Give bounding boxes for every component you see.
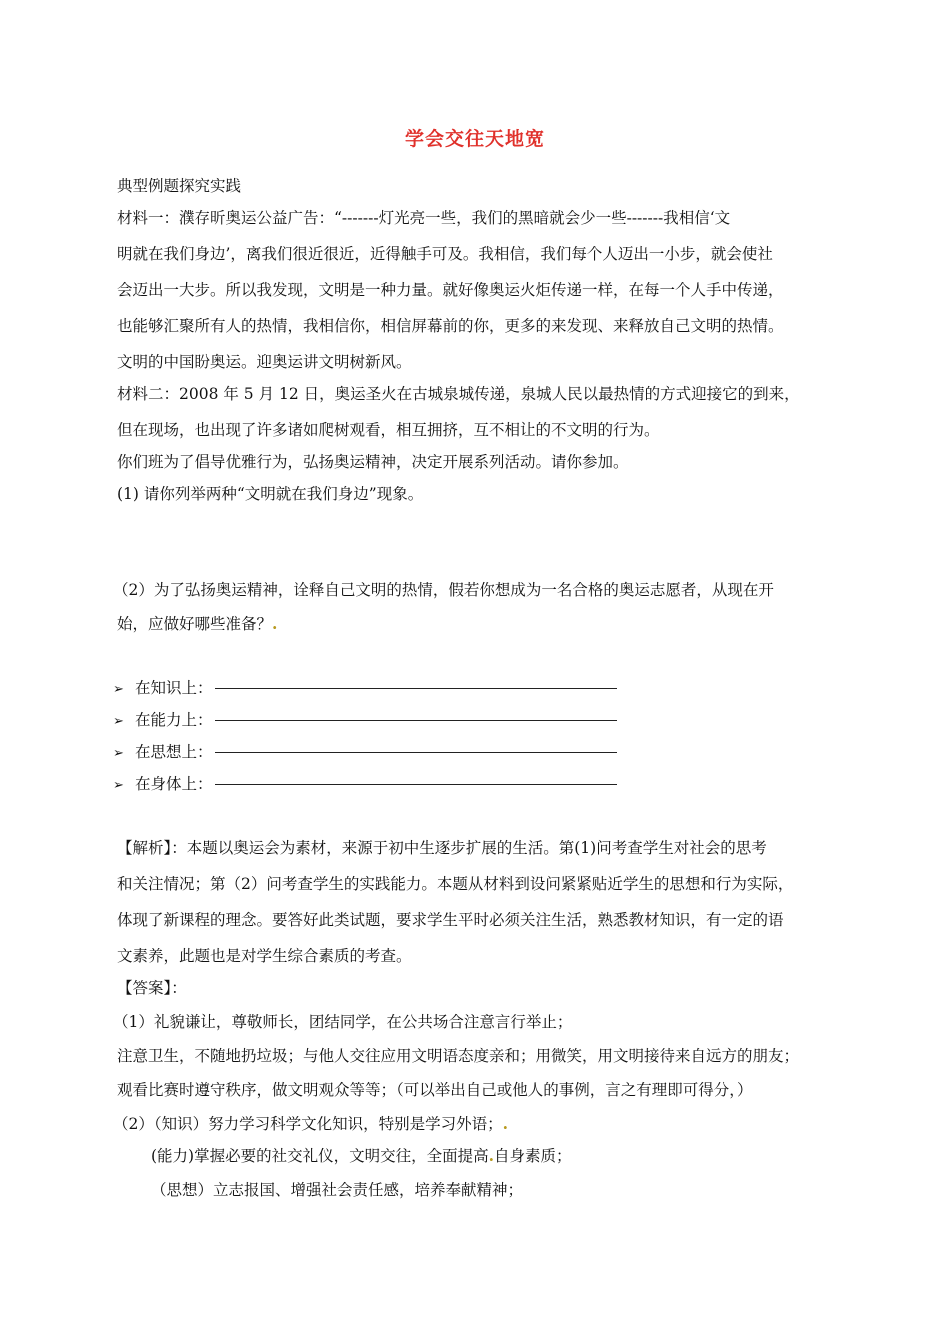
answer-blank-line xyxy=(215,720,617,721)
bullet-label: 在思想上： xyxy=(135,743,213,761)
answer-line: 观看比赛时遵守秩序，做文明观众等等；（可以举出自己或他人的事例，言之有理即可得分，） xyxy=(117,1081,753,1099)
material1-line: 明就在我们身边’，离我们很近很近，近得触手可及。我相信，我们每个人迈出一小步，就会使社 xyxy=(117,245,773,263)
analysis-line: 【解析】：本题以奥运会为素材，来源于初中生逐步扩展的生活。第(1)问考查学生对社会的思考 xyxy=(117,839,767,857)
arrow-bullet-icon: ➢ xyxy=(113,746,124,761)
bullet-label: 在能力上： xyxy=(135,711,213,729)
answer-line: 注意卫生，不随地扔垃圾；与他人交往应用文明语态度亲和；用微笑，用文明接待来自远方的朋友； xyxy=(117,1047,800,1065)
material2-line: 但在现场，也出现了许多诸如爬树观看，相互拥挤，互不相让的不文明的行为。 xyxy=(117,421,660,439)
answer-line xyxy=(113,1114,508,1134)
answer-line xyxy=(151,1146,572,1166)
bullet-thought xyxy=(113,742,617,764)
bullet-body xyxy=(113,774,617,796)
mark-dot: . xyxy=(272,614,278,633)
answer-text: （2）（知识）努力学习科学文化知识，特别是学习外语； xyxy=(113,1115,503,1133)
bullet-knowledge xyxy=(113,678,617,700)
arrow-bullet-icon: ➢ xyxy=(113,682,124,697)
answer-text: 自身素质； xyxy=(494,1147,572,1165)
answer-line: （1）礼貌谦让，尊敬师长，团结同学，在公共场合注意言行举止； xyxy=(113,1013,573,1031)
answer-heading: 【答案】： xyxy=(117,979,187,997)
bullet-label: 在知识上： xyxy=(135,679,213,697)
page-title: 学会交往天地宽 xyxy=(404,128,545,150)
material2-line: 材料二：2008 年 5 月 12 日，奥运圣火在古城泉城传递，泉城人民以最热情的方式迎接它的到来， xyxy=(117,385,800,403)
material1-line: 会迈出一大步。所以我发现，文明是一种力量。就好像奥运火炬传递一样，在每一个人手中传递， xyxy=(117,281,784,299)
answer-text: (能力)掌握必要的社交礼仪，文明交往，全面提高 xyxy=(151,1147,489,1165)
bullet-label: 在身体上： xyxy=(135,775,213,793)
question-1: (1) 请你列举两种“文明就在我们身边”现象。 xyxy=(117,485,424,503)
mark-dot: . xyxy=(502,1114,509,1133)
answer-blank-line xyxy=(215,784,617,785)
arrow-bullet-icon: ➢ xyxy=(113,778,124,793)
analysis-line: 体现了新课程的理念。要答好此类试题，要求学生平时必须关注生活，熟悉教材知识，有一定的语 xyxy=(117,911,784,929)
material1-line: 文明的中国盼奥运。迎奥运讲文明树新风。 xyxy=(117,353,412,371)
bullet-ability xyxy=(113,710,617,732)
section-heading: 典型例题探究实践 xyxy=(117,177,242,195)
answer-blank-line xyxy=(215,688,617,689)
material2-line: 你们班为了倡导优雅行为，弘扬奥运精神，决定开展系列活动。请你参加。 xyxy=(117,453,629,471)
material1-line: 材料一：濮存昕奥运公益广告：“-------灯光亮一些，我们的黑暗就会少一些-------我相信‘文 xyxy=(117,209,731,227)
answer-line: （思想）立志报国、增强社会责任感，培养奉献精神； xyxy=(151,1181,524,1199)
question-2-text: 始，应做好哪些准备？ xyxy=(117,615,273,633)
answer-blank-line xyxy=(215,752,617,753)
arrow-bullet-icon: ➢ xyxy=(113,714,124,729)
material1-line: 也能够汇聚所有人的热情，我相信你，相信屏幕前的你，更多的来发现、来释放自己文明的热情。 xyxy=(117,317,784,335)
question-2-line xyxy=(117,614,277,634)
analysis-line: 文素养，此题也是对学生综合素质的考查。 xyxy=(117,947,412,965)
question-2-line: （2）为了弘扬奥运精神，诠释自己文明的热情，假若你想成为一名合格的奥运志愿者，从现在开 xyxy=(113,581,774,599)
mark-dot: . xyxy=(488,1146,495,1165)
analysis-line: 和关注情况；第（2）问考查学生的实践能力。本题从材料到设问紧紧贴近学生的思想和行为实际， xyxy=(117,875,794,893)
